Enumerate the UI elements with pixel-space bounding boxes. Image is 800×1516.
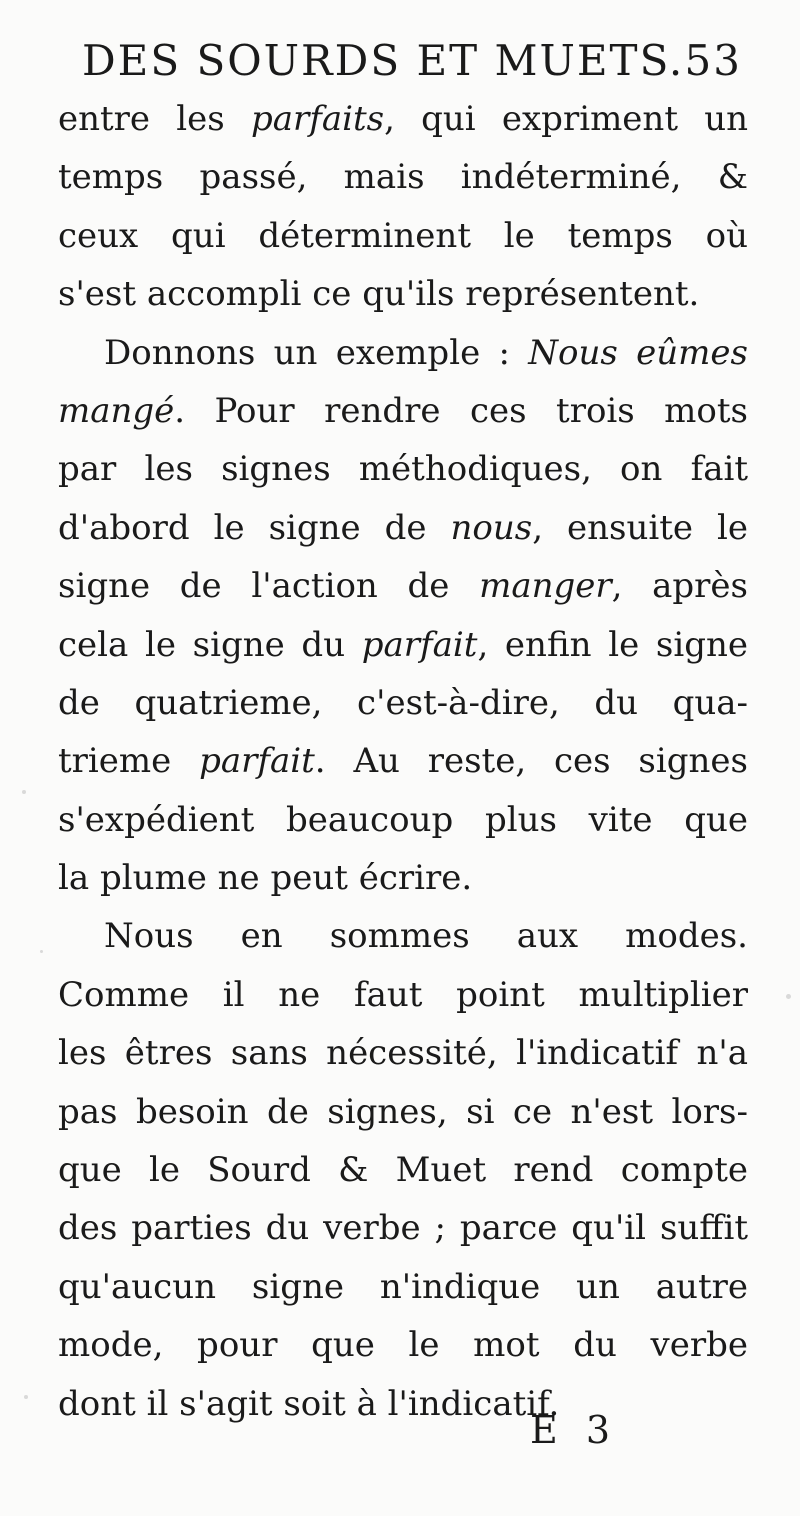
text-run: temps passé, mais indéterminé, & bbox=[58, 157, 748, 198]
text-run: les êtres sans nécessité, l'indicatif n'a bbox=[58, 1033, 748, 1074]
text-run: , ensuite le bbox=[532, 507, 748, 548]
paper-speck bbox=[24, 1395, 28, 1399]
paper-speck bbox=[786, 994, 791, 999]
text-run: , qui expriment un bbox=[384, 99, 748, 139]
italic-word: manger bbox=[479, 566, 612, 607]
text-line bbox=[58, 265, 748, 323]
text-run: , enfin le signe bbox=[477, 624, 748, 665]
text-run: que le Sourd & Muet rend compte bbox=[58, 1150, 748, 1191]
italic-word: mangé bbox=[58, 390, 175, 431]
text-run: s'expédient beaucoup plus vite que bbox=[58, 799, 748, 840]
text-run: Comme il ne faut point multiplier bbox=[58, 974, 748, 1015]
text-line bbox=[58, 1141, 748, 1199]
text-run: trieme bbox=[58, 741, 200, 782]
text-line bbox=[58, 207, 748, 265]
text-line bbox=[58, 440, 748, 498]
text-line bbox=[58, 499, 748, 557]
text-run: signe de l'action de bbox=[58, 566, 480, 607]
text-line bbox=[58, 849, 748, 907]
text-run: s'est accompli ce qu'ils représentent. bbox=[58, 274, 700, 315]
text-run: Nous en sommes aux modes. bbox=[104, 916, 748, 957]
body-text bbox=[58, 90, 748, 1433]
text-run: . Pour rendre ces trois mots bbox=[174, 390, 748, 431]
italic-word: parfaits bbox=[250, 99, 385, 139]
text-line bbox=[58, 674, 748, 732]
running-title: DES SOURDS ET MUETS. bbox=[82, 36, 685, 85]
page-number: 53 bbox=[684, 36, 742, 85]
text-run: qu'aucun signe n'indique un autre bbox=[58, 1266, 748, 1307]
text-line bbox=[58, 1199, 748, 1257]
paper-speck bbox=[22, 790, 26, 794]
text-run: , après bbox=[611, 566, 748, 607]
text-run: Donnons un exemple : bbox=[104, 332, 529, 373]
text-line bbox=[58, 907, 748, 965]
text-run: ceux qui déterminent le temps où bbox=[58, 215, 748, 256]
text-run: pas besoin de signes, si ce n'est lors- bbox=[58, 1091, 748, 1132]
italic-word: nous bbox=[450, 507, 533, 548]
paper-speck bbox=[40, 950, 43, 953]
italic-word: Nous eûmes bbox=[528, 332, 748, 373]
text-run: mode, pour que le mot du verbe bbox=[58, 1325, 748, 1366]
italic-word: parfait bbox=[199, 741, 315, 782]
text-line bbox=[58, 1083, 748, 1141]
text-line bbox=[58, 324, 748, 382]
text-line bbox=[58, 616, 748, 674]
text-line bbox=[58, 1024, 748, 1082]
text-run: de quatrieme, c'est-à-dire, du qua- bbox=[58, 682, 748, 723]
text-run: par les signes méthodiques, on fait bbox=[58, 449, 748, 490]
text-line bbox=[58, 966, 748, 1024]
text-line bbox=[58, 557, 748, 615]
text-line bbox=[58, 1258, 748, 1316]
signature-mark: E 3 bbox=[530, 1408, 618, 1452]
italic-word: parfait bbox=[361, 624, 478, 665]
text-line bbox=[58, 1375, 748, 1433]
text-line bbox=[58, 90, 748, 148]
text-run: entre les bbox=[58, 99, 251, 139]
text-run: d'abord le signe de bbox=[58, 507, 451, 548]
text-line bbox=[58, 791, 748, 849]
text-run: dont il s'agit soit à l'indicatif. bbox=[58, 1383, 560, 1424]
text-run: des parties du verbe ; parce qu'il suffit bbox=[58, 1208, 748, 1249]
text-line bbox=[58, 148, 748, 206]
text-line bbox=[58, 1316, 748, 1374]
text-line bbox=[58, 382, 748, 440]
text-run: cela le signe du bbox=[58, 624, 362, 665]
text-run: . Au reste, ces signes bbox=[314, 741, 748, 782]
text-run: la plume ne peut écrire. bbox=[58, 858, 473, 899]
text-line bbox=[58, 732, 748, 790]
